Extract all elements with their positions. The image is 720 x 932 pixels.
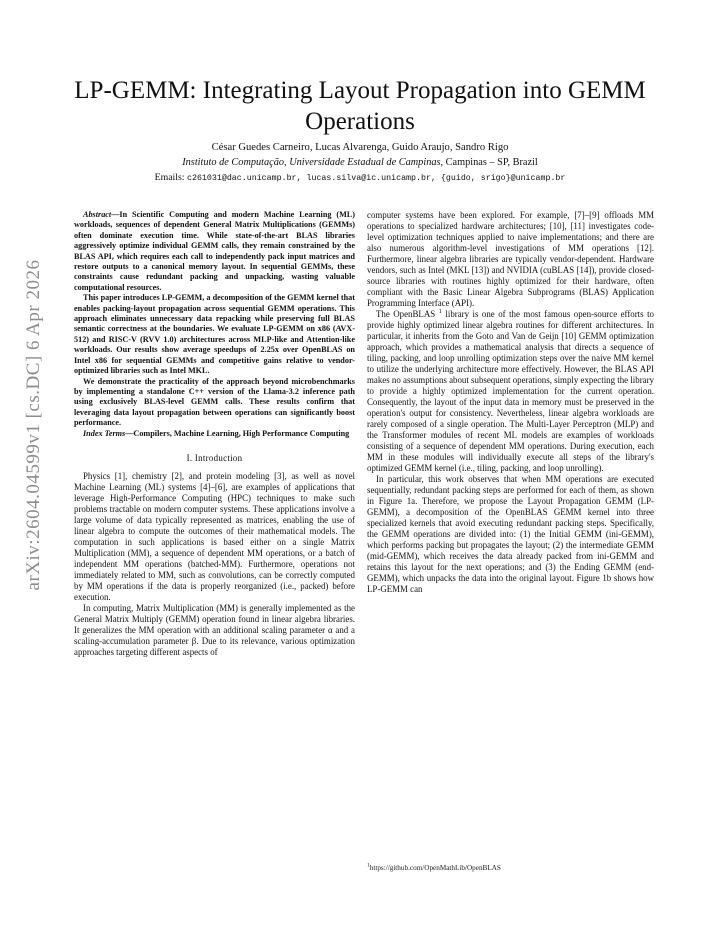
arxiv-identifier-text: arXiv:2604.04599v1 [cs.DC] 6 Apr 2026 bbox=[23, 259, 44, 591]
affiliation-institute: Instituto de Computação, Universidade Estadual de Campinas bbox=[182, 157, 441, 168]
footnote-reference[interactable]: 1 bbox=[438, 308, 442, 316]
right-paragraph-2: The OpenBLAS $^1$ library is one of the most famous open-source efforts to provide highly optimized linear algebra routines for different architectures. In particular, it inherits from the Goto and Van de Geijn [10] GEMM optimization approach, which provides a mathematical analysis that directs a sequence of tiling, packing, and loop unrolling optimization steps over the naive MM kernel to utilize the underlying architecture more effectively. However, the BLAS API makes no assumptions about subsequent operations, simply expecting the library to provide a highly optimized implementation for the current operation. Consequently, the layout of the input data in memory must be preserved in the operation's output for consistency. Nevertheless, linear algebra workloads are rarely composed of a single operation. The Multi-Layer Perceptron (MLP) and the Transformer modules of recent ML models are examples of workloads consisting of a sequence of dependent MM operations. During execution, each MM in these modules will individually execute all steps of the library's optimized GEMM kernel (i.e., tiling, packing, and loop unrolling). bbox=[367, 308, 654, 473]
right-paragraph-1: computer systems have been explored. For example, [7]–[9] offloads MM operations to specialized hardware architectures; [10], [11] investigates code-level optimization techniques applied to naive implementations; and there are also numerous algorithm-level investigations of MM operations [12]. Furthermore, linear algebra libraries are typically vendor-dependent. Hardware vendors, such as Intel (MKL [13]) and NVIDIA (cuBLAS [14]), provide closed-source libraries with routines highly optimized for their hardware, often compliant with the Basic Linear Algebra Subprograms (BLAS) Application Programming Interface (API). bbox=[367, 210, 654, 308]
abstract-label: Abstract bbox=[83, 210, 112, 219]
footnote bbox=[367, 864, 654, 873]
footnote-mark: 1 bbox=[367, 862, 370, 869]
index-terms-label: Index Terms bbox=[83, 428, 126, 438]
author-list: César Guedes Carneiro, Lucas Alvarenga, Guido Araujo, Sandro Rigo bbox=[211, 142, 509, 153]
abstract-paragraph-2: This paper introduces LP-GEMM, a decomposition of the GEMM kernel that enables packing-layout propagation across sequential GEMM operations. This approach eliminates unnecessary data repacking while preserving full BLAS semantic correctness at the boundaries. We evaluate LP-GEMM on x86 (AVX-512) and RISC-V (RVV 1.0) architectures across MLP-like and Attention-like workloads. Our results show average speedups of 2.25x over OpenBLAS on Intel x86 for sequential GEMMs and competitive gains relative to vendor-optimized libraries such as Intel MKL. bbox=[74, 293, 355, 376]
right-column bbox=[367, 210, 654, 595]
intro-paragraph-1: Physics [1], chemistry [2], and protein modeling [3], as well as novel Machine Learning (ML) systems [4]–[6], are examples of applications that leverage High-Performance Computing (HPC) techniques to make such problems tractable on modern computer systems. These applications involve a large volume of data typically represented as matrices, enabling the use of linear algebra to compute the outcomes of their mathematical models. The computation in such applications is based either on a single Matrix Multiplication (MM), a sequence of dependent MM operations, or a batch of independent MM operations (batched-MM). Furthermore, operations not immediately related to MM, such as convolutions, can be correctly computed by MM operations if the data is properly reorganized (i.e., packed) before execution. bbox=[74, 470, 355, 602]
arxiv-identifier-stamp bbox=[14, 205, 54, 645]
right-paragraph-3: In particular, this work observes that when MM operations are executed sequentially, redundant packing steps are performed for each of them, as shown in Figure 1a. Therefore, we propose the Layout Propagation GEMM (LP-GEMM), a decomposition of the OpenBLAS GEMM kernel into three specialized kernels that avoid executing redundant packing steps. Specifically, the GEMM operations are divided into: (1) the Initial GEMM (ini-GEMM), which performs packing but propagates the layout; (2) the intermediate GEMM (mid-GEMM), which receives the data already packed from ini-GEMM and retains this layout for the next operations; and (3) the Ending GEMM (end-GEMM), which unpacks the data into the original layout. Figure 1b shows how LP-GEMM can bbox=[367, 474, 654, 594]
abstract-paragraph-3: We demonstrate the practicality of the approach beyond microbenchmarks by implementing a standalone C++ version of the Llama-3.2 inference path using exclusively BLAS-level GEMM calls. These results confirm that leveraging data layout propagation between operations can significantly boost performance. bbox=[74, 376, 355, 428]
affiliation bbox=[60, 157, 660, 168]
section-heading-introduction: I. Introduction bbox=[186, 452, 243, 463]
emails-label: Emails: bbox=[154, 172, 187, 183]
abstract-paragraph-1: Abstract—In Scientific Computing and modern Machine Learning (ML) workloads, sequences of dependent General Matrix Multiplications (GEMMs) often dominate execution time. While state-of-the-art BLAS libraries aggressively optimize individual GEMM calls, they remain constrained by the BLAS API, which requires each call to independently pack input matrices and restore outputs to a canonical memory layout. In sequential GEMMs, these constraints cause redundant packing and unpacking, wasting valuable computational resources. bbox=[74, 210, 355, 292]
intro-paragraph-2: In computing, Matrix Multiplication (MM) is generally implemented as the General Matrix Multiply (GEMM) operation found in linear algebra libraries. It generalizes the MM operation with an additional scaling parameter α and a scaling-accumulation parameter β. Due to its relevance, various optimization approaches targeting different aspects of bbox=[74, 602, 355, 657]
email-addresses[interactable]: c261031@dac.unicamp.br, lucas.silva@ic.unicamp.br, {guido, srigo}@unicamp.br bbox=[186, 174, 566, 183]
index-terms: Index Terms—Compilers, Machine Learning, High Performance Computing bbox=[83, 428, 350, 438]
author-emails bbox=[60, 172, 660, 183]
paper-title: LP-GEMM: Integrating Layout Propagation into GEMM Operations bbox=[74, 76, 646, 135]
affiliation-location: , Campinas – SP, Brazil bbox=[440, 157, 538, 168]
footnote-url[interactable]: https://github.com/OpenMathLib/OpenBLAS bbox=[369, 864, 501, 872]
left-column bbox=[74, 210, 355, 658]
abstract bbox=[74, 210, 355, 429]
